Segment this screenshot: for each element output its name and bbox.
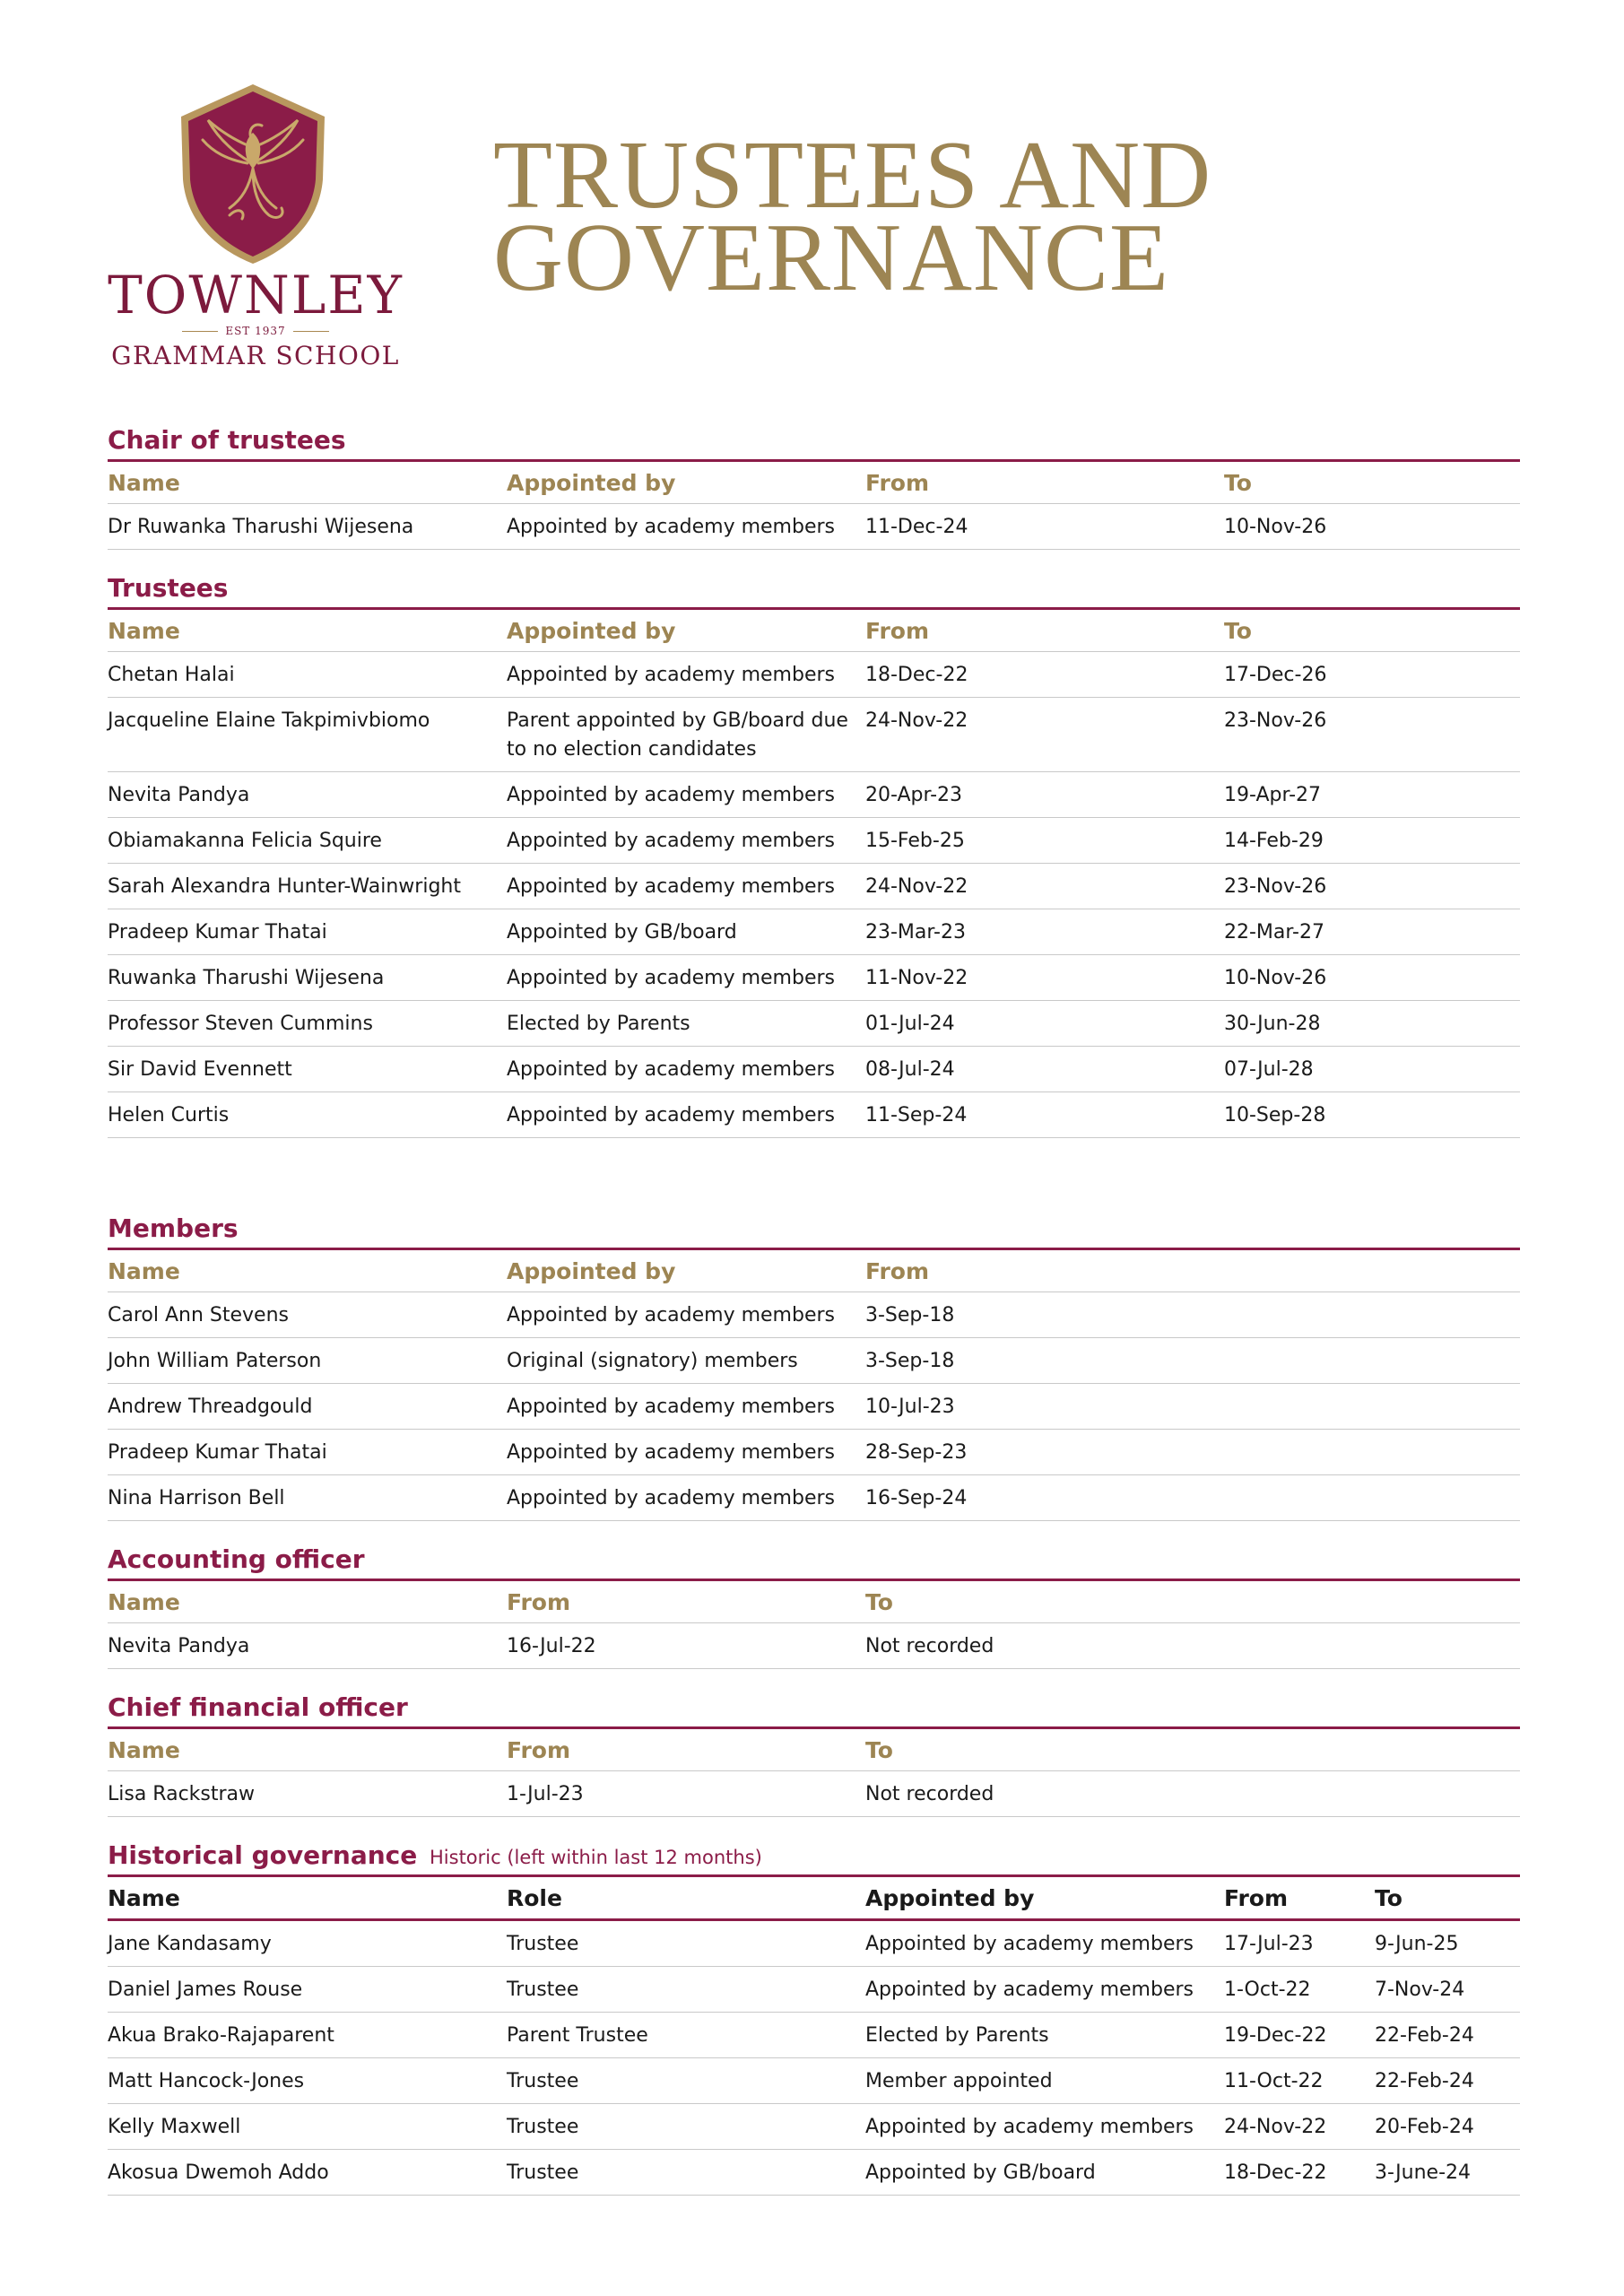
cell-to: 07-Jul-28 (1224, 1058, 1314, 1081)
column-header: From (865, 618, 930, 644)
table-row (108, 1475, 1520, 1521)
cell-from: 11-Nov-22 (865, 967, 968, 989)
cell-role: Trustee (507, 2161, 579, 2184)
cell-to: 14-Feb-29 (1224, 830, 1324, 852)
cell-role: Trustee (507, 1979, 579, 2001)
section-title-chair: Chair of trustees (108, 422, 1520, 462)
cell-from: 17-Jul-23 (1224, 1933, 1314, 1955)
trustees-table-body (108, 652, 1520, 1138)
cell-name: Professor Steven Cummins (108, 1013, 373, 1035)
table-row (108, 864, 1520, 909)
table-header (108, 462, 1520, 504)
members-table-body (108, 1292, 1520, 1521)
cell-from: 24-Nov-22 (865, 875, 968, 898)
cell-from: 19-Dec-22 (1224, 2024, 1327, 2047)
column-header: Name (108, 1737, 180, 1763)
cell-appointed-by: Appointed by academy members (865, 1933, 1194, 1955)
cell-name: Daniel James Rouse (108, 1979, 303, 2001)
governance-content (108, 422, 1520, 2196)
cell-appointed-by: Appointed by academy members (507, 784, 835, 806)
cell-appointed-by: Appointed by GB/board (865, 2161, 1096, 2184)
cell-name: Obiamakanna Felicia Squire (108, 830, 382, 852)
section-title-accounting-officer: Accounting officer (108, 1541, 1520, 1581)
school-name-main: TOWNLEY (108, 265, 404, 326)
school-est: EST 1937 (108, 325, 404, 337)
column-header: From (865, 1258, 930, 1284)
column-header: From (1224, 1885, 1289, 1911)
table-row (108, 1338, 1520, 1384)
cell-name: Pradeep Kumar Thatai (108, 921, 327, 944)
cell-name: Sir David Evennett (108, 1058, 292, 1081)
cell-from: 3-Sep-18 (865, 1304, 955, 1326)
section-title-members: Members (108, 1210, 1520, 1250)
column-header: Role (507, 1885, 562, 1911)
table-row (108, 818, 1520, 864)
table-row (108, 1771, 1520, 1817)
cell-appointed-by: Appointed by academy members (865, 2116, 1194, 2138)
cell-from: 11-Oct-22 (1224, 2070, 1324, 2092)
cell-from: 28-Sep-23 (865, 1441, 968, 1464)
table-row (108, 1047, 1520, 1092)
cell-name: Kelly Maxwell (108, 2116, 241, 2138)
table-row (108, 1430, 1520, 1475)
school-logo (108, 81, 404, 377)
table-header (108, 1729, 1520, 1771)
section-title-trustees: Trustees (108, 570, 1520, 610)
table-row (108, 698, 1520, 772)
cell-appointed-by: Appointed by academy members (507, 664, 835, 686)
cell-to: 19-Apr-27 (1224, 784, 1322, 806)
column-header: From (507, 1589, 571, 1615)
cell-name: Lisa Rackstraw (108, 1783, 256, 1805)
cell-from: 24-Nov-22 (1224, 2116, 1327, 2138)
column-header: Name (108, 618, 180, 644)
school-name-sub: GRAMMAR SCHOOL (111, 341, 400, 370)
phoenix-crest-icon (172, 81, 334, 265)
cell-to: 22-Feb-24 (1375, 2024, 1474, 2047)
cell-name: John William Paterson (108, 1350, 322, 1372)
cell-name: Jacqueline Elaine Takpimivbiomo (108, 709, 430, 732)
table-row (108, 955, 1520, 1001)
cell-to: 7-Nov-24 (1375, 1979, 1465, 2001)
cell-name: Nevita Pandya (108, 1635, 250, 1657)
table-header (108, 610, 1520, 652)
cell-from: 1-Jul-23 (507, 1783, 584, 1805)
page-title-line2: GOVERNANCE (493, 204, 1169, 311)
column-header: From (507, 1737, 571, 1763)
cell-from: 18-Dec-22 (1224, 2161, 1327, 2184)
cell-name: Helen Curtis (108, 1104, 230, 1126)
cell-to: 10-Nov-26 (1224, 967, 1327, 989)
column-header: To (865, 1737, 893, 1763)
section-title-historical (108, 1837, 1520, 1877)
cell-from: 10-Jul-23 (865, 1396, 955, 1418)
table-row (108, 909, 1520, 955)
cell-appointed-by: Member appointed (865, 2070, 1053, 2092)
cell-from: 08-Jul-24 (865, 1058, 955, 1081)
section-title-cfo: Chief financial officer (108, 1689, 1520, 1729)
cell-to: 23-Nov-26 (1224, 709, 1327, 732)
column-header: From (865, 470, 930, 496)
cell-appointed-by: Appointed by academy members (507, 830, 835, 852)
table-row (108, 1092, 1520, 1138)
cell-from: 24-Nov-22 (865, 709, 968, 732)
cell-to: Not recorded (865, 1635, 994, 1657)
page-title (493, 122, 1480, 311)
cell-name: Andrew Threadgould (108, 1396, 313, 1418)
cell-to: Not recorded (865, 1783, 994, 1805)
cell-from: 15-Feb-25 (865, 830, 965, 852)
cell-appointed-by: Appointed by academy members (507, 1104, 835, 1126)
table-row (108, 2058, 1520, 2104)
cell-appointed-by: Appointed by academy members (507, 516, 835, 538)
cell-to: 9-Jun-25 (1375, 1933, 1459, 1955)
cell-role: Trustee (507, 1933, 579, 1955)
historical-table-body (108, 1921, 1520, 2196)
cell-appointed-by: Appointed by academy members (865, 1979, 1194, 2001)
cell-from: 18-Dec-22 (865, 664, 968, 686)
column-header: To (1224, 470, 1252, 496)
column-header: Appointed by (507, 470, 676, 496)
cell-to: 17-Dec-26 (1224, 664, 1327, 686)
column-header: Name (108, 1589, 180, 1615)
cell-from: 23-Mar-23 (865, 921, 966, 944)
table-row (108, 504, 1520, 550)
table-row (108, 2013, 1520, 2058)
cell-from: 16-Sep-24 (865, 1487, 968, 1509)
column-header: Name (108, 1885, 180, 1911)
cell-appointed-by: Appointed by academy members (507, 1058, 835, 1081)
cell-to: 30-Jun-28 (1224, 1013, 1321, 1035)
cell-name: Matt Hancock-Jones (108, 2070, 305, 2092)
column-header: Appointed by (507, 618, 676, 644)
table-row (108, 2104, 1520, 2150)
table-row (108, 2150, 1520, 2196)
column-header: Name (108, 1258, 180, 1284)
cell-from: 1-Oct-22 (1224, 1979, 1311, 2001)
cell-name: Nina Harrison Bell (108, 1487, 285, 1509)
cell-to: 10-Nov-26 (1224, 516, 1327, 538)
cell-to: 22-Mar-27 (1224, 921, 1324, 944)
cell-from: 11-Sep-24 (865, 1104, 968, 1126)
cell-appointed-by: Appointed by GB/board (507, 921, 737, 944)
historical-title: Historical governance (108, 1840, 418, 1870)
cell-name: Nevita Pandya (108, 784, 250, 806)
cell-appointed-by: Elected by Parents (865, 2024, 1049, 2047)
cell-appointed-by: Appointed by academy members (507, 875, 835, 898)
column-header: Name (108, 470, 180, 496)
cell-name: Carol Ann Stevens (108, 1304, 289, 1326)
table-row (108, 772, 1520, 818)
table-row (108, 1384, 1520, 1430)
cell-to: 3-June-24 (1375, 2161, 1472, 2184)
cell-name: Akosua Dwemoh Addo (108, 2161, 329, 2184)
cell-appointed-by: Appointed by academy members (507, 1396, 835, 1418)
page-title-line1: TRUSTEES AND (493, 122, 1212, 229)
table-header (108, 1250, 1520, 1292)
cell-to: 20-Feb-24 (1375, 2116, 1474, 2138)
cell-role: Trustee (507, 2070, 579, 2092)
table-row (108, 1921, 1520, 1967)
cell-name: Chetan Halai (108, 664, 235, 686)
table-row (108, 1967, 1520, 2013)
cell-name: Dr Ruwanka Tharushi Wijesena (108, 516, 414, 538)
cell-name: Sarah Alexandra Hunter-Wainwright (108, 875, 461, 898)
table-row (108, 652, 1520, 698)
cell-appointed-by: Appointed by academy members (507, 1487, 835, 1509)
table-header (108, 1877, 1520, 1921)
cell-appointed-by: Appointed by academy members (507, 1304, 835, 1326)
cell-appointed-by: Parent appointed by GB/board due to no election candidates (507, 709, 848, 761)
cell-from: 20-Apr-23 (865, 784, 963, 806)
cell-name: Akua Brako-Rajaparent (108, 2024, 334, 2047)
cell-to: 22-Feb-24 (1375, 2070, 1474, 2092)
cell-from: 3-Sep-18 (865, 1350, 955, 1372)
cell-name: Pradeep Kumar Thatai (108, 1441, 327, 1464)
historical-subtitle: Historic (left within last 12 months) (430, 1847, 762, 1868)
cell-name: Ruwanka Tharushi Wijesena (108, 967, 385, 989)
column-header: Appointed by (507, 1258, 676, 1284)
cell-name: Jane Kandasamy (108, 1933, 272, 1955)
column-header: To (865, 1589, 893, 1615)
cell-role: Trustee (507, 2116, 579, 2138)
table-row (108, 1623, 1520, 1669)
cell-to: 23-Nov-26 (1224, 875, 1327, 898)
table-row (108, 1001, 1520, 1047)
table-row (108, 1292, 1520, 1338)
cell-from: 01-Jul-24 (865, 1013, 955, 1035)
column-header: To (1224, 618, 1252, 644)
column-header: To (1375, 1885, 1403, 1911)
column-header: Appointed by (865, 1885, 1035, 1911)
cell-appointed-by: Appointed by academy members (507, 1441, 835, 1464)
cell-role: Parent Trustee (507, 2024, 648, 2047)
cell-appointed-by: Appointed by academy members (507, 967, 835, 989)
cell-from: 16-Jul-22 (507, 1635, 596, 1657)
cell-appointed-by: Elected by Parents (507, 1013, 690, 1035)
cell-to: 10-Sep-28 (1224, 1104, 1326, 1126)
cell-appointed-by: Original (signatory) members (507, 1350, 798, 1372)
cell-from: 11-Dec-24 (865, 516, 968, 538)
table-header (108, 1581, 1520, 1623)
